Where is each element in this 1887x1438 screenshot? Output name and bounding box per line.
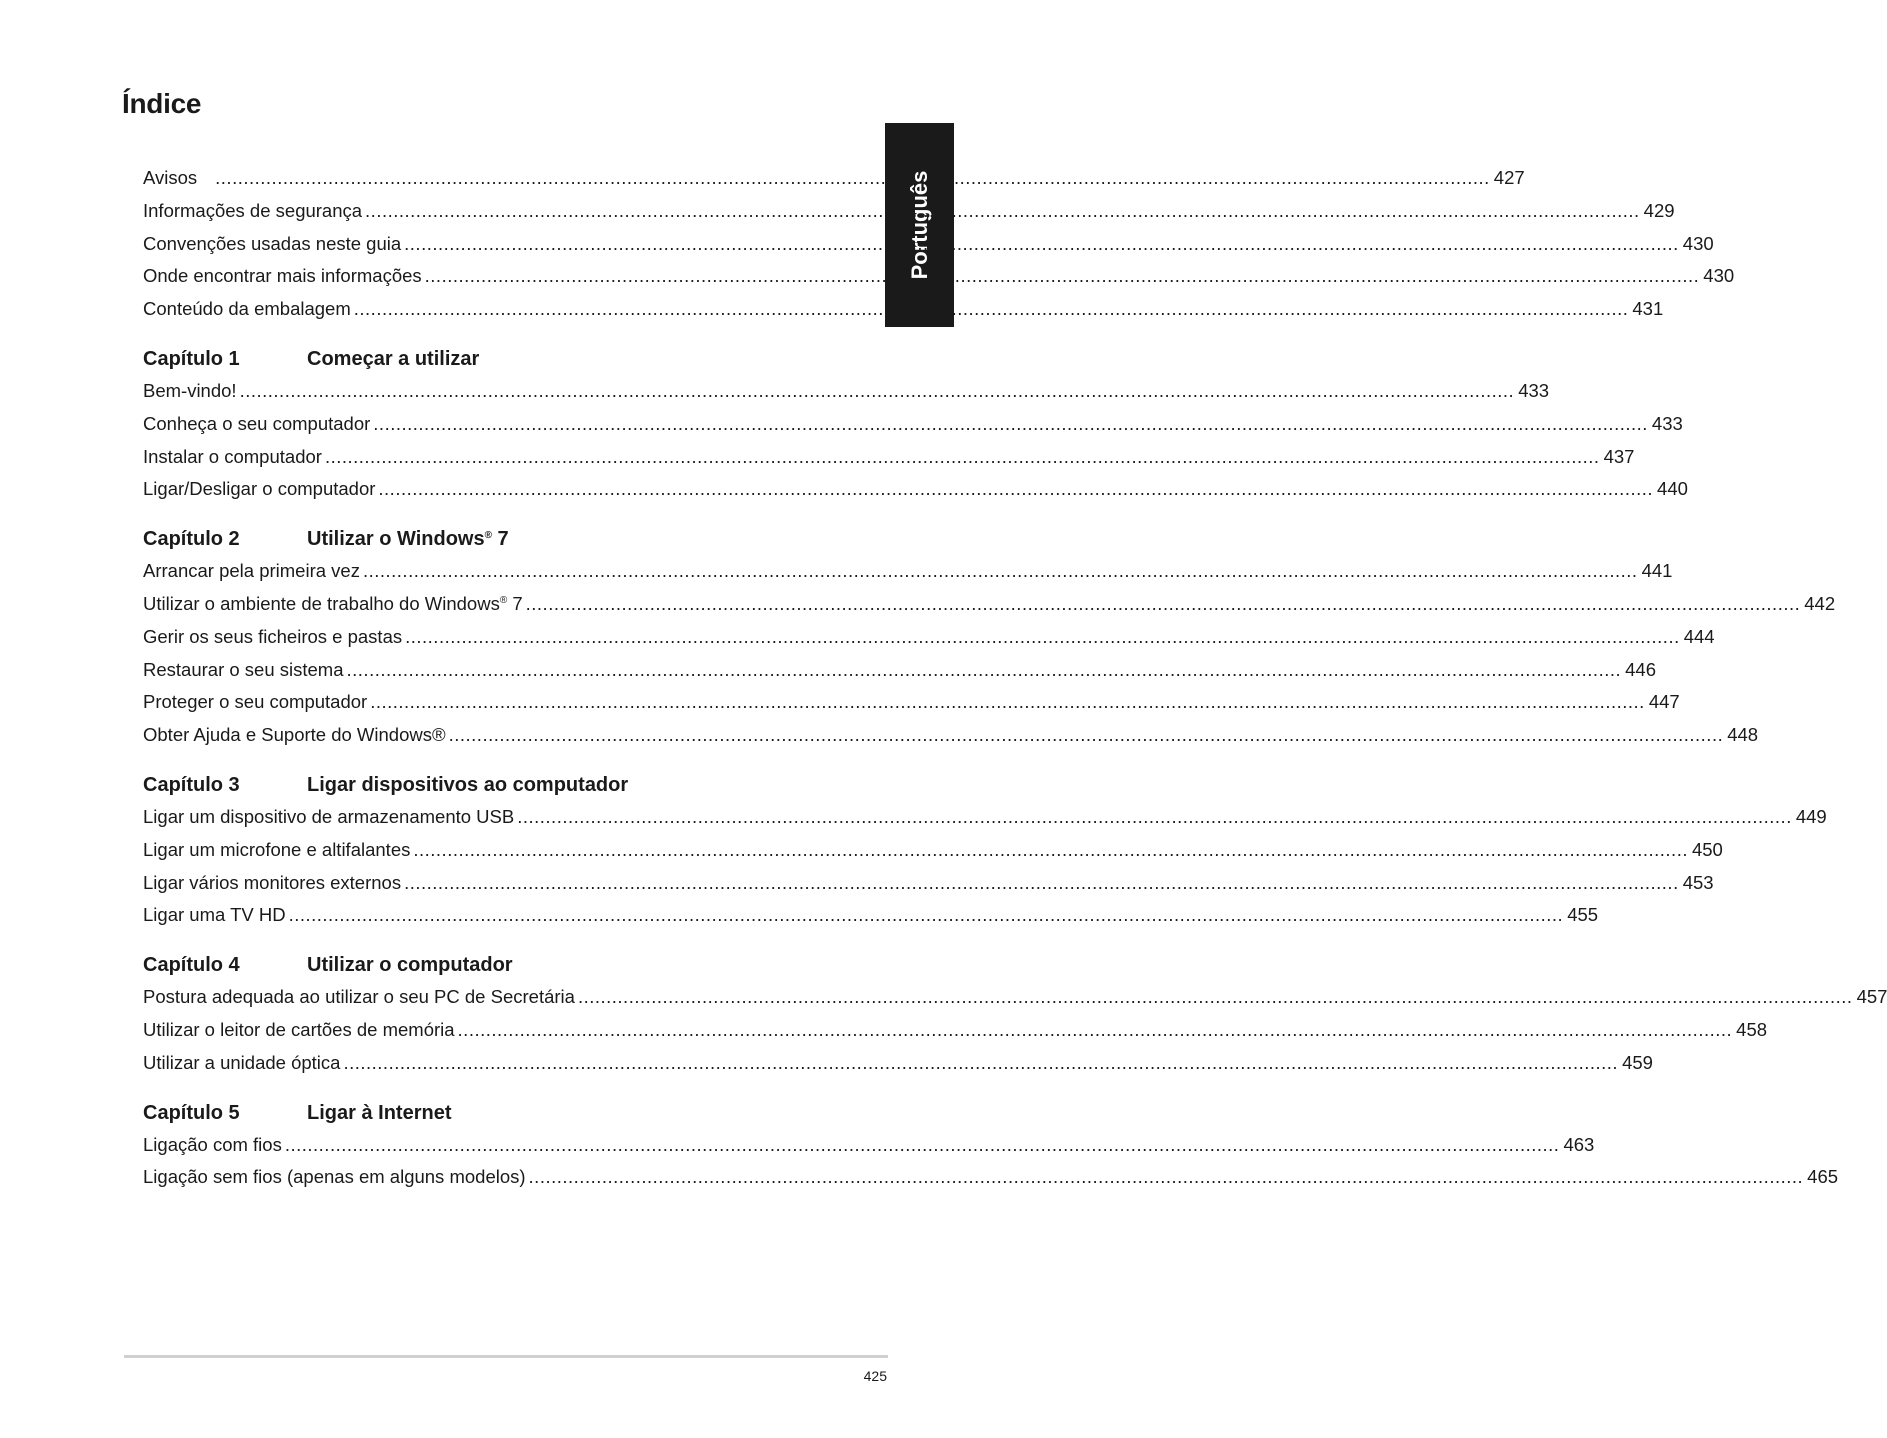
toc-entry[interactable] <box>143 871 1714 905</box>
leader-dots: .................................................................................................................................................................................................................................. <box>424 265 1700 287</box>
toc-entry-page: 453 <box>1682 871 1714 893</box>
chapter-title: Utilizar o computador <box>307 954 513 977</box>
chapter-title <box>307 528 509 551</box>
chapter-heading[interactable] <box>143 954 804 986</box>
chapter-heading[interactable] <box>143 774 804 806</box>
toc-entry[interactable] <box>143 904 1599 937</box>
toc-entry[interactable] <box>143 724 1759 757</box>
leader-dots: .................................................................................................................................................................................................................................. <box>239 379 1515 401</box>
toc-entry-label-text: Utilizar o ambiente de trabalho do Windows <box>143 592 500 614</box>
chapter-number: Capítulo 2 <box>143 528 240 551</box>
toc-entry[interactable] <box>143 986 1887 1019</box>
toc-entry-label: Ligar/Desligar o computador <box>143 478 376 500</box>
toc-entry-page: 458 <box>1736 1018 1768 1040</box>
toc-entry[interactable] <box>143 199 1675 233</box>
toc-entry[interactable] <box>143 232 1714 266</box>
toc-entry-label: Avisos <box>143 167 198 188</box>
leader-dots: .................................................................................................................................................................................................................................. <box>324 445 1600 467</box>
registered-mark: ® <box>484 530 492 542</box>
toc-entry-label: Conheça o seu computador <box>143 412 371 434</box>
chapter-title-text: Utilizar o Windows <box>307 528 485 551</box>
leader-dots: .................................................................................................................................................................................................................................. <box>288 904 1564 926</box>
toc-entry-label: Ligar uma TV HD <box>143 904 286 926</box>
leader-dots: .................................................................................................................................................................................................................................. <box>413 838 1688 860</box>
leader-dots: .................................................................................................................................................................................................................................. <box>404 232 1679 254</box>
toc-entry-label: Convenções usadas neste guia <box>143 232 402 254</box>
toc-entry[interactable] <box>143 1133 1595 1167</box>
page-title: Índice <box>122 88 202 119</box>
toc-entry[interactable] <box>143 478 1688 511</box>
toc-entry-label: Informações de segurança <box>143 199 363 221</box>
toc-entry-label: Utilizar o leitor de cartões de memória <box>143 1018 455 1040</box>
language-tab <box>885 123 954 327</box>
toc-entry-label: Utilizar a unidade óptica <box>143 1051 341 1073</box>
leader-dots: .................................................................................................................................................................................................................................. <box>373 412 1648 434</box>
chapter-number: Capítulo 5 <box>143 1101 240 1124</box>
toc-entry-label: Proteger o seu computador <box>143 691 368 713</box>
chapter-title: Ligar à Internet <box>307 1101 452 1124</box>
leader-dots: .................................................................................................................................................................................................................................. <box>346 658 1622 680</box>
registered-mark: ® <box>499 594 508 606</box>
toc-entry[interactable] <box>143 1166 1839 1199</box>
toc-entry-page: 433 <box>1518 379 1550 401</box>
toc-entry-page: 465 <box>1807 1166 1839 1188</box>
toc-entry[interactable] <box>143 445 1635 479</box>
chapter-title: Começar a utilizar <box>307 347 480 370</box>
leader-dots: .................................................................................................................................................................................................................................. <box>457 1018 1733 1040</box>
toc-entry-page: 431 <box>1632 298 1664 320</box>
toc-entry[interactable] <box>143 838 1723 872</box>
toc-entry-label: Postura adequada ao utilizar o seu PC de Secretária <box>143 986 575 1008</box>
toc-entry[interactable] <box>143 379 1550 413</box>
toc-entry-label-suffix: 7 <box>507 592 523 614</box>
toc-entry-page: 463 <box>1563 1133 1595 1155</box>
toc-entry[interactable] <box>143 658 1657 692</box>
toc-entry-page: 457 <box>1856 986 1887 1008</box>
leader-dots: .................................................................................................................................................................................................................................. <box>405 625 1680 647</box>
toc-entry-label: Gerir os seus ficheiros e pastas <box>143 625 403 647</box>
toc-entry[interactable] <box>143 1051 1653 1085</box>
toc-entry[interactable] <box>143 691 1680 724</box>
toc-entry-page: 450 <box>1691 838 1723 860</box>
toc-entry-label: Onde encontrar mais informações <box>143 265 422 287</box>
toc-entry-label: Obter Ajuda e Suporte do Windows® <box>143 724 446 746</box>
leader-dots: .................................................................................................................................................................................................................................. <box>577 986 1853 1008</box>
chapter-title-suffix: 7 <box>491 528 509 551</box>
toc-entry-label: Bem-vindo! <box>143 379 237 401</box>
toc-entry[interactable] <box>143 167 1525 200</box>
toc-entry[interactable] <box>143 412 1683 446</box>
toc-entry-page: 446 <box>1625 658 1657 680</box>
toc-entry-label: Instalar o computador <box>143 445 322 467</box>
toc-entry-page: 447 <box>1648 691 1680 713</box>
leader-dots: .................................................................................................................................................................................................................................. <box>362 560 1638 582</box>
toc-entry-page: 448 <box>1727 724 1759 746</box>
leader-dots: .................................................................................................................................................................................................................................. <box>517 805 1792 827</box>
leader-dots: .................................................................................................................................................................................................................................. <box>404 871 1679 893</box>
toc-entry-label: Ligação sem fios (apenas em alguns modelos) <box>143 1166 526 1188</box>
toc-entry-label: Ligar vários monitores externos <box>143 871 402 893</box>
toc-entry-page: 429 <box>1643 199 1675 221</box>
leader-dots: .................................................................................................................................................................................................................................. <box>528 1166 1804 1188</box>
toc-entry-label: Arrancar pela primeira vez <box>143 560 360 582</box>
language-tab-label: Português <box>906 170 932 280</box>
leader-dots: .................................................................................................................................................................................................................................. <box>365 199 1640 221</box>
leader-dots: .................................................................................................................................................................................................................................. <box>343 1051 1619 1073</box>
chapter-title: Ligar dispositivos ao computador <box>307 773 629 796</box>
toc-entry-label: Ligar um dispositivo de armazenamento USB <box>143 805 515 827</box>
toc-entry[interactable] <box>143 265 1735 298</box>
toc-entry[interactable] <box>143 805 1827 839</box>
toc-entry-label: Restaurar o seu sistema <box>143 658 344 680</box>
leader-dots: .................................................................................................................................................................................................................................. <box>525 592 1801 614</box>
toc-entry[interactable] <box>143 1018 1768 1052</box>
leader-dots: .................................................................................................................................................................................................................................. <box>378 478 1654 500</box>
toc-entry-page: 459 <box>1622 1051 1653 1073</box>
toc-entry[interactable] <box>143 298 1664 331</box>
toc-entry-label: Conteúdo da embalagem <box>143 298 351 320</box>
chapter-heading[interactable] <box>143 1102 804 1134</box>
chapter-heading[interactable] <box>143 348 804 380</box>
toc-entry-page: 449 <box>1795 805 1827 827</box>
toc-entry-page: 444 <box>1683 625 1715 647</box>
toc-entry-page: 455 <box>1567 904 1599 926</box>
toc-entry-page: 437 <box>1603 445 1635 467</box>
toc-entry-label: Ligação com fios <box>143 1133 282 1155</box>
toc-entry-label <box>143 593 523 615</box>
leader-dots: .................................................................................................................................................................................................................................. <box>284 1133 1560 1155</box>
toc-entry-page: 440 <box>1657 478 1688 500</box>
chapter-number: Capítulo 1 <box>143 347 240 370</box>
page-number: 425 <box>863 1368 887 1384</box>
footer-divider <box>124 1355 888 1358</box>
toc-entry[interactable] <box>143 592 1836 626</box>
chapter-heading[interactable] <box>143 528 804 560</box>
chapter-number: Capítulo 4 <box>143 954 240 977</box>
toc-entry-page: 427 <box>1493 167 1525 188</box>
leader-dots: .................................................................................................................................................................................................................................. <box>370 691 1645 713</box>
chapter-number: Capítulo 3 <box>143 773 240 796</box>
toc-entry-page: 433 <box>1651 412 1683 434</box>
leader-dots: .................................................................................................................................................................................................................................. <box>215 167 1490 188</box>
toc-entry[interactable] <box>143 625 1715 659</box>
leader-dots: .................................................................................................................................................................................................................................. <box>448 724 1724 746</box>
toc-entry-page: 441 <box>1641 560 1673 582</box>
toc-entry-label: Ligar um microfone e altifalantes <box>143 838 411 860</box>
toc-entry[interactable] <box>143 560 1673 593</box>
toc-entry-page: 430 <box>1703 265 1735 287</box>
toc-entry-page: 430 <box>1682 232 1714 254</box>
leader-dots: .................................................................................................................................................................................................................................. <box>353 298 1629 320</box>
toc-entry-page: 442 <box>1804 592 1836 614</box>
